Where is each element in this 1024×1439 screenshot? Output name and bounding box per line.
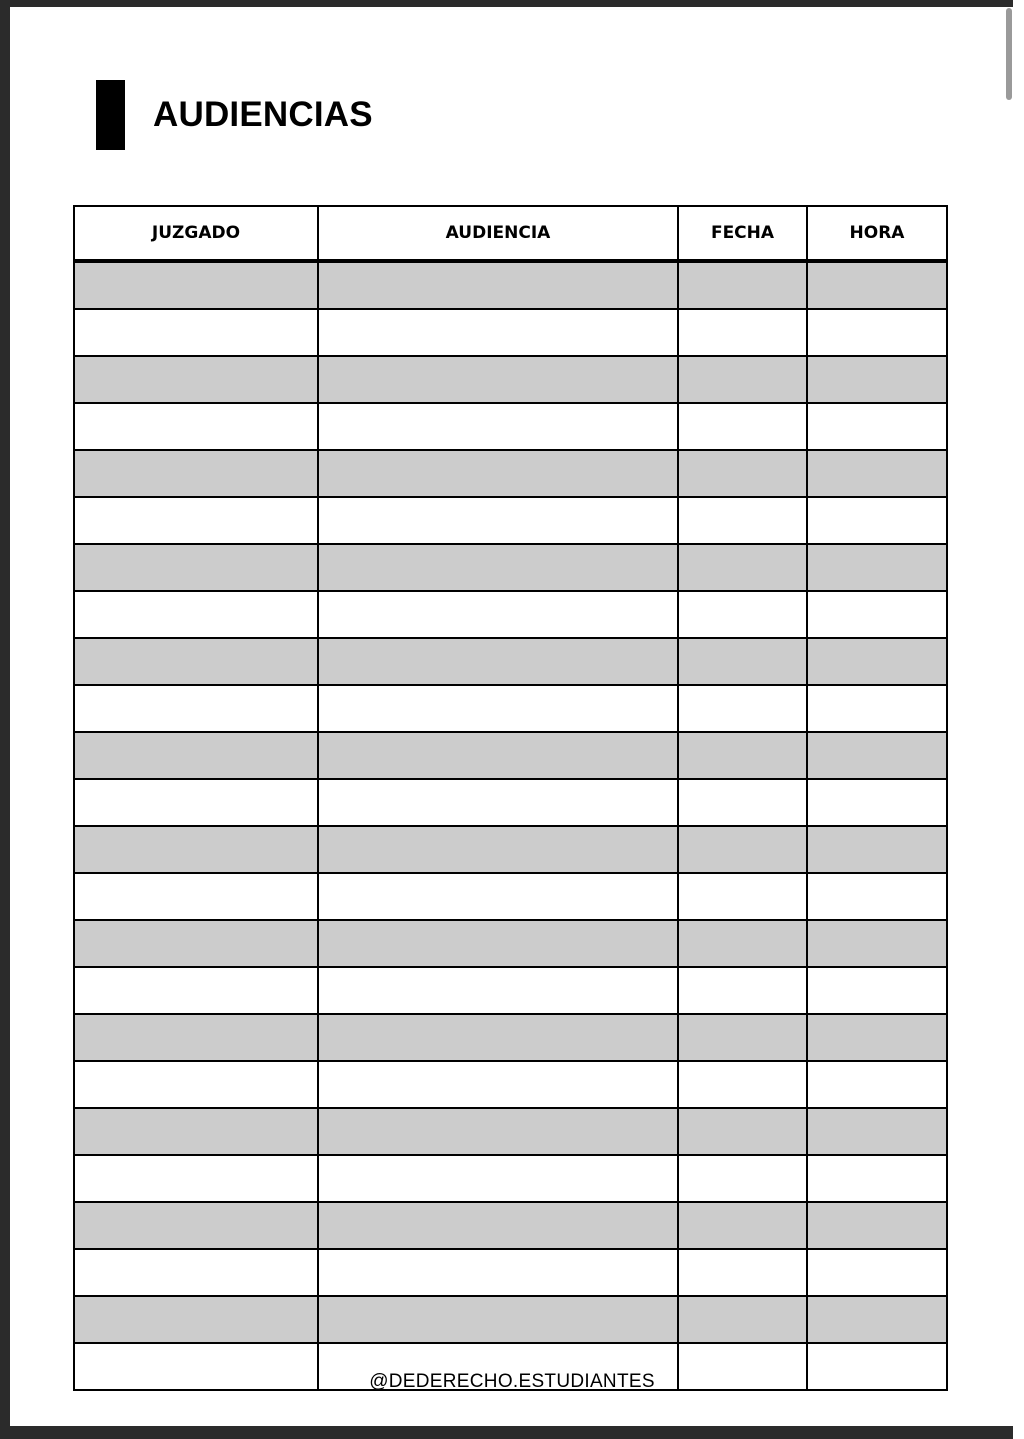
cell-audiencia[interactable] [318, 1108, 678, 1155]
cell-audiencia[interactable] [318, 450, 678, 497]
cell-juzgado[interactable] [74, 591, 318, 638]
table-row [74, 356, 947, 403]
cell-hora[interactable] [807, 685, 947, 732]
cell-hora[interactable] [807, 1296, 947, 1343]
cell-audiencia[interactable] [318, 261, 678, 309]
scrollbar-track[interactable] [1013, 0, 1024, 1439]
cell-audiencia[interactable] [318, 1202, 678, 1249]
cell-hora[interactable] [807, 873, 947, 920]
table-row [74, 826, 947, 873]
cell-audiencia[interactable] [318, 356, 678, 403]
table-row [74, 779, 947, 826]
table-row [74, 1014, 947, 1061]
cell-audiencia[interactable] [318, 591, 678, 638]
cell-juzgado[interactable] [74, 1108, 318, 1155]
cell-hora[interactable] [807, 732, 947, 779]
cell-fecha[interactable] [678, 1249, 807, 1296]
table-row [74, 1155, 947, 1202]
cell-audiencia[interactable] [318, 497, 678, 544]
cell-juzgado[interactable] [74, 450, 318, 497]
cell-audiencia[interactable] [318, 1155, 678, 1202]
cell-juzgado[interactable] [74, 779, 318, 826]
cell-fecha[interactable] [678, 1061, 807, 1108]
cell-juzgado[interactable] [74, 732, 318, 779]
table-row [74, 497, 947, 544]
cell-audiencia[interactable] [318, 1296, 678, 1343]
cell-hora[interactable] [807, 309, 947, 356]
table-row [74, 1202, 947, 1249]
cell-hora[interactable] [807, 826, 947, 873]
cell-fecha[interactable] [678, 497, 807, 544]
cell-juzgado[interactable] [74, 685, 318, 732]
cell-fecha[interactable] [678, 403, 807, 450]
cell-hora[interactable] [807, 1155, 947, 1202]
cell-fecha[interactable] [678, 779, 807, 826]
cell-juzgado[interactable] [74, 1061, 318, 1108]
cell-hora[interactable] [807, 967, 947, 1014]
cell-hora[interactable] [807, 1061, 947, 1108]
cell-audiencia[interactable] [318, 967, 678, 1014]
cell-hora[interactable] [807, 1108, 947, 1155]
cell-fecha[interactable] [678, 1296, 807, 1343]
cell-juzgado[interactable] [74, 920, 318, 967]
column-header-hora: HORA [807, 206, 947, 261]
cell-fecha[interactable] [678, 544, 807, 591]
table-row [74, 1061, 947, 1108]
table-row [74, 450, 947, 497]
cell-juzgado[interactable] [74, 638, 318, 685]
title-accent-bar [96, 80, 125, 150]
column-header-juzgado: JUZGADO [74, 206, 318, 261]
cell-juzgado[interactable] [74, 309, 318, 356]
cell-juzgado[interactable] [74, 1202, 318, 1249]
cell-fecha[interactable] [678, 732, 807, 779]
cell-fecha[interactable] [678, 591, 807, 638]
scrollbar-thumb[interactable] [1006, 8, 1012, 100]
cell-hora[interactable] [807, 591, 947, 638]
cell-juzgado[interactable] [74, 497, 318, 544]
cell-audiencia[interactable] [318, 1061, 678, 1108]
cell-audiencia[interactable] [318, 638, 678, 685]
cell-hora[interactable] [807, 356, 947, 403]
cell-fecha[interactable] [678, 1108, 807, 1155]
table-row [74, 685, 947, 732]
table-row [74, 261, 947, 309]
cell-juzgado[interactable] [74, 873, 318, 920]
cell-fecha[interactable] [678, 1014, 807, 1061]
cell-fecha[interactable] [678, 638, 807, 685]
cell-juzgado[interactable] [74, 261, 318, 309]
cell-hora[interactable] [807, 1202, 947, 1249]
cell-juzgado[interactable] [74, 1249, 318, 1296]
cell-audiencia[interactable] [318, 685, 678, 732]
cell-fecha[interactable] [678, 873, 807, 920]
cell-audiencia[interactable] [318, 403, 678, 450]
cell-audiencia[interactable] [318, 826, 678, 873]
cell-fecha[interactable] [678, 309, 807, 356]
table-row [74, 544, 947, 591]
table-row [74, 309, 947, 356]
column-header-fecha: FECHA [678, 206, 807, 261]
cell-audiencia[interactable] [318, 732, 678, 779]
cell-juzgado[interactable] [74, 403, 318, 450]
cell-hora[interactable] [807, 450, 947, 497]
cell-juzgado[interactable] [74, 967, 318, 1014]
cell-hora[interactable] [807, 779, 947, 826]
table-row [74, 638, 947, 685]
cell-hora[interactable] [807, 920, 947, 967]
table-header-row [74, 206, 947, 261]
table-body [74, 261, 947, 1390]
cell-fecha[interactable] [678, 685, 807, 732]
cell-audiencia[interactable] [318, 1249, 678, 1296]
cell-fecha[interactable] [678, 826, 807, 873]
table-row [74, 920, 947, 967]
cell-audiencia[interactable] [318, 779, 678, 826]
cell-audiencia[interactable] [318, 309, 678, 356]
column-header-audiencia: AUDIENCIA [318, 206, 678, 261]
cell-hora[interactable] [807, 261, 947, 309]
table-row [74, 732, 947, 779]
cell-juzgado[interactable] [74, 1296, 318, 1343]
cell-fecha[interactable] [678, 450, 807, 497]
cell-juzgado[interactable] [74, 1014, 318, 1061]
cell-juzgado[interactable] [74, 544, 318, 591]
cell-juzgado[interactable] [74, 1155, 318, 1202]
cell-audiencia[interactable] [318, 873, 678, 920]
table-row [74, 873, 947, 920]
cell-juzgado[interactable] [74, 356, 318, 403]
table-row [74, 967, 947, 1014]
cell-hora[interactable] [807, 1014, 947, 1061]
page-title: AUDIENCIAS [153, 95, 373, 134]
cell-fecha[interactable] [678, 1202, 807, 1249]
cell-fecha[interactable] [678, 920, 807, 967]
cell-juzgado[interactable] [74, 826, 318, 873]
cell-hora[interactable] [807, 1249, 947, 1296]
table-row [74, 1249, 947, 1296]
cell-fecha[interactable] [678, 356, 807, 403]
cell-audiencia[interactable] [318, 920, 678, 967]
table-row [74, 403, 947, 450]
cell-fecha[interactable] [678, 1155, 807, 1202]
cell-hora[interactable] [807, 638, 947, 685]
footer-handle: @DEDERECHO.ESTUDIANTES [369, 1371, 655, 1392]
hearings-table [73, 205, 948, 1391]
cell-fecha[interactable] [678, 261, 807, 309]
table-row [74, 591, 947, 638]
cell-fecha[interactable] [678, 967, 807, 1014]
cell-audiencia[interactable] [318, 544, 678, 591]
cell-hora[interactable] [807, 497, 947, 544]
cell-audiencia[interactable] [318, 1014, 678, 1061]
table-row [74, 1296, 947, 1343]
cell-hora[interactable] [807, 403, 947, 450]
table-row [74, 1108, 947, 1155]
cell-hora[interactable] [807, 544, 947, 591]
